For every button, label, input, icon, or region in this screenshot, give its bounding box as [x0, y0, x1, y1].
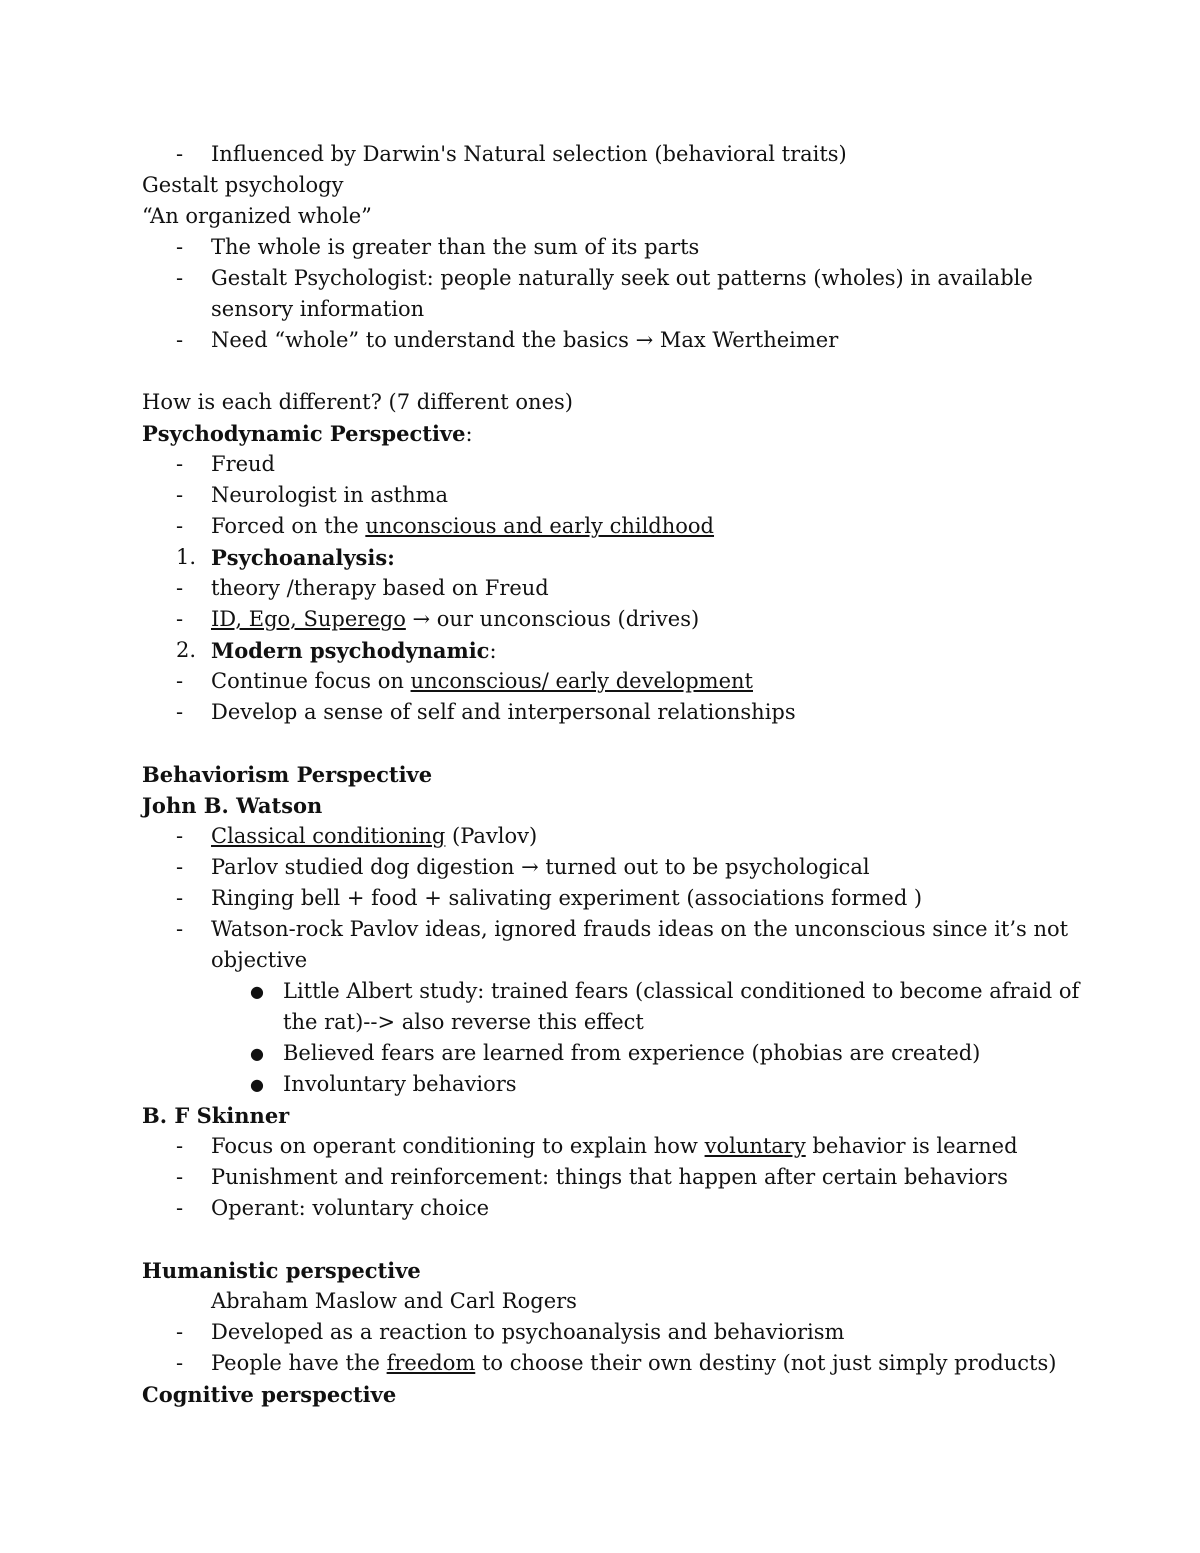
notes-body: [0, 139, 1200, 1410]
item-text: Believed fears are learned from experience (phobias are created): [283, 1041, 981, 1065]
subheading-bold: Modern psychodynamic: [211, 638, 490, 663]
section-heading: Cognitive perspective: [142, 1382, 397, 1407]
underlined-text: unconscious/ early development: [410, 669, 753, 693]
subheading-text: Psychoanalysis:: [211, 545, 395, 570]
dash-marker: -: [176, 700, 184, 724]
item-text: Little Albert study: trained fears (classical conditioned to become afraid of: [283, 979, 1080, 1003]
dash-marker: -: [176, 1165, 184, 1189]
item-text: Operant: voluntary choice: [211, 1196, 490, 1220]
list-item: [0, 325, 1200, 356]
item-text: Ringing bell + food + salivating experiment (associations formed ): [211, 886, 923, 910]
text-line: [0, 1286, 1200, 1317]
dash-marker: -: [176, 483, 184, 507]
list-item: [0, 449, 1200, 480]
section-heading: Humanistic perspective: [142, 1258, 421, 1283]
list-item-continuation: [0, 945, 1200, 976]
heading-line: [0, 1255, 1200, 1286]
list-item: [0, 697, 1200, 728]
bullet-icon: ●: [250, 1044, 264, 1063]
item-text: Gestalt Psychologist: people naturally seek out patterns (wholes) in available: [211, 266, 1033, 290]
item-text: objective: [211, 948, 308, 972]
item-text: sensory information: [211, 297, 425, 321]
dash-marker: -: [176, 452, 184, 476]
item-text: Neurologist in asthma: [211, 483, 449, 507]
item-text: Involuntary behaviors: [283, 1072, 517, 1096]
underlined-text: unconscious and early childhood: [365, 514, 715, 538]
quote-text: “An organized whole”: [142, 204, 372, 228]
blank-line: [0, 1224, 1200, 1255]
dash-marker: -: [176, 266, 184, 290]
underlined-text: Classical conditioning: [211, 824, 446, 848]
item-text: Influenced by Darwin's Natural selection (behavioral traits): [211, 142, 847, 166]
numbered-item: [0, 635, 1200, 666]
bullet-item: [0, 1069, 1200, 1100]
heading-line: [0, 759, 1200, 790]
bullet-icon: ●: [250, 982, 264, 1001]
dash-marker: -: [176, 1196, 184, 1220]
item-text: The whole is greater than the sum of its parts: [211, 235, 700, 259]
item-text: Parlov studied dog digestion → turned out to be psychological: [211, 855, 870, 879]
item-suffix: (Pavlov): [445, 824, 538, 848]
underlined-text: freedom: [386, 1351, 476, 1375]
heading-bold: Psychodynamic Perspective: [142, 421, 466, 446]
item-text: theory /therapy based on Freud: [211, 576, 549, 600]
underlined-text: ID, Ego, Superego: [211, 607, 406, 631]
dash-marker: -: [176, 235, 184, 259]
list-item: [0, 1193, 1200, 1224]
item-text: Developed as a reaction to psychoanalysis and behaviorism: [211, 1320, 845, 1344]
item-text: Develop a sense of self and interpersonal relationships: [211, 700, 796, 724]
names-text: Abraham Maslow and Carl Rogers: [211, 1289, 577, 1313]
dash-marker: -: [176, 514, 184, 538]
item-prefix: People have the: [211, 1351, 387, 1375]
person-heading: John B. Watson: [142, 793, 323, 818]
item-text: [211, 1131, 1018, 1162]
heading-suffix: :: [465, 422, 473, 446]
heading-line: [0, 170, 1200, 201]
dash-marker: -: [176, 917, 184, 941]
text-line: [0, 387, 1200, 418]
dash-marker: -: [176, 576, 184, 600]
list-item: [0, 480, 1200, 511]
list-item: [0, 821, 1200, 852]
item-suffix: behavior is learned: [805, 1134, 1018, 1158]
dash-marker: -: [176, 1320, 184, 1344]
dash-marker: -: [176, 328, 184, 352]
bullet-item: [0, 976, 1200, 1007]
text-line: [0, 201, 1200, 232]
list-item: [0, 852, 1200, 883]
bullet-icon: ●: [250, 1075, 264, 1094]
list-item: [0, 1162, 1200, 1193]
list-item: [0, 666, 1200, 697]
blank-line: [0, 356, 1200, 387]
dash-marker: -: [176, 142, 184, 166]
subheading-text: [211, 635, 497, 667]
list-item: [0, 1131, 1200, 1162]
dash-marker: -: [176, 607, 184, 631]
item-text: the rat)--> also reverse this effect: [283, 1010, 644, 1034]
heading-line: [0, 418, 1200, 449]
blank-line: [0, 728, 1200, 759]
numbered-item: [0, 542, 1200, 573]
item-text: [211, 1348, 1056, 1379]
item-text: [211, 821, 537, 852]
heading-line: [0, 1379, 1200, 1410]
number-marker: 1.: [176, 545, 197, 569]
item-suffix: → our unconscious (drives): [405, 607, 700, 631]
heading-line: [0, 790, 1200, 821]
item-text: Freud: [211, 452, 276, 476]
subheading-suffix: :: [489, 639, 497, 663]
bullet-item: [0, 1038, 1200, 1069]
number-marker: 2.: [176, 638, 197, 662]
list-item: [0, 573, 1200, 604]
question-text: How is each different? (7 different ones): [142, 390, 573, 414]
item-text: Need “whole” to understand the basics → Max Wertheimer: [211, 328, 839, 352]
list-item: [0, 232, 1200, 263]
item-text: Watson-rock Pavlov ideas, ignored frauds ideas on the unconscious since it’s not: [211, 917, 1069, 941]
dash-marker: -: [176, 669, 184, 693]
item-text: Punishment and reinforcement: things that happen after certain behaviors: [211, 1165, 1008, 1189]
list-item: [0, 263, 1200, 294]
list-item: [0, 139, 1200, 170]
bullet-item-continuation: [0, 1007, 1200, 1038]
dash-marker: -: [176, 855, 184, 879]
dash-marker: -: [176, 824, 184, 848]
item-text: [211, 604, 699, 635]
section-heading: Gestalt psychology: [142, 173, 344, 197]
item-text: [211, 511, 714, 542]
list-item: [0, 914, 1200, 945]
dash-marker: -: [176, 886, 184, 910]
item-prefix: Focus on operant conditioning to explain how: [211, 1134, 705, 1158]
item-prefix: Continue focus on: [211, 669, 411, 693]
list-item: [0, 1348, 1200, 1379]
list-item: [0, 604, 1200, 635]
section-heading: [142, 418, 473, 450]
underlined-text: voluntary: [704, 1134, 806, 1158]
person-heading: B. F Skinner: [142, 1103, 290, 1128]
list-item: [0, 1317, 1200, 1348]
item-text: [211, 666, 753, 697]
item-suffix: to choose their own destiny (not just simply products): [475, 1351, 1057, 1375]
dash-marker: -: [176, 1351, 184, 1375]
section-heading: Behaviorism Perspective: [142, 762, 433, 787]
list-item: [0, 511, 1200, 542]
list-item-continuation: [0, 294, 1200, 325]
item-prefix: Forced on the: [211, 514, 366, 538]
dash-marker: -: [176, 1134, 184, 1158]
heading-line: [0, 1100, 1200, 1131]
list-item: [0, 883, 1200, 914]
